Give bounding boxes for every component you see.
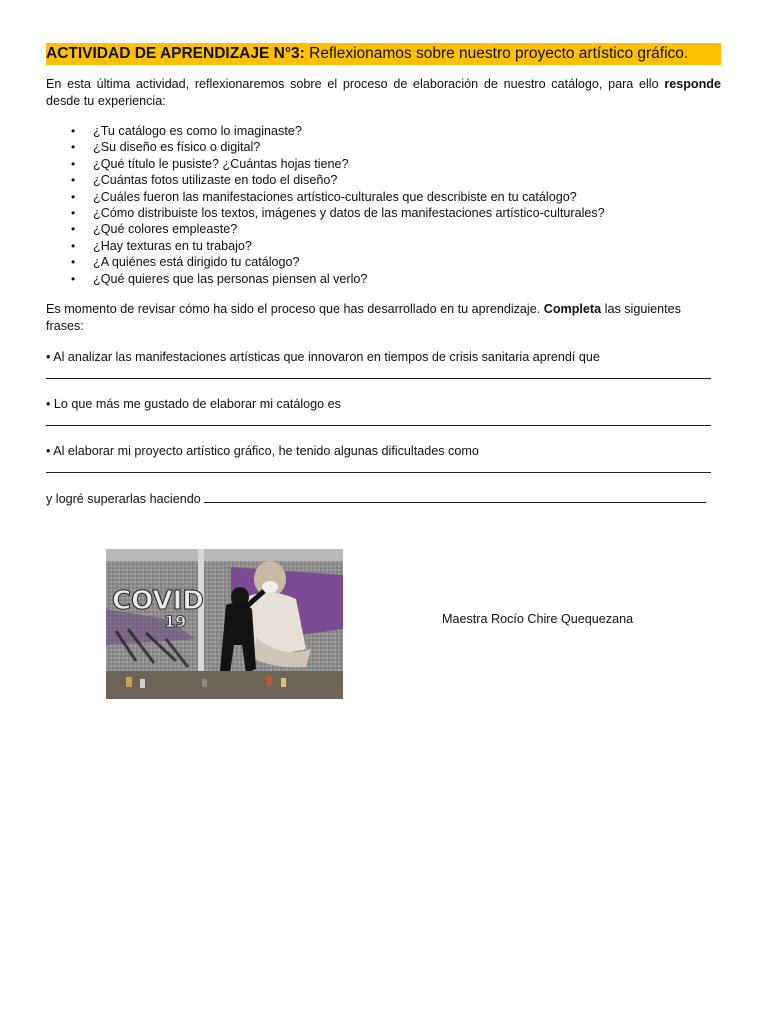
question-list [46, 123, 721, 287]
mural-illustration [106, 549, 343, 699]
review-paragraph [46, 301, 721, 334]
list-item [46, 189, 721, 205]
question-text: ¿Qué colores empleaste? [93, 222, 238, 237]
question-text: ¿Cómo distribuiste los textos, imágenes y datos de las manifestaciones artístico-culturales? [93, 205, 605, 220]
bullet-icon: • [71, 189, 76, 204]
paint-can [126, 677, 132, 687]
answer-line-favorite[interactable] [46, 425, 711, 426]
bullet-icon: • [71, 205, 76, 220]
question-text: ¿Tu catálogo es como lo imaginaste? [93, 124, 302, 138]
answer-line-difficulties[interactable] [46, 472, 711, 473]
list-item [46, 156, 721, 172]
prompt-overcome-text: y logré superarlas haciendo [46, 492, 201, 506]
activity-title [46, 43, 721, 65]
wall-text-19: 19 [164, 612, 187, 631]
intro-line-1 [46, 76, 721, 93]
review-text-before: Es momento de revisar cómo ha sido el proceso que has desarrollado en tu aprendizaje. [46, 302, 544, 316]
bullet-icon: • [71, 124, 76, 138]
bullet-icon: • [71, 255, 76, 270]
review-text-bold: Completa [543, 302, 602, 316]
list-item [46, 254, 721, 270]
question-text: ¿Cuántas fotos utilizaste en todo el diseño? [93, 173, 338, 188]
list-item [46, 139, 721, 155]
question-text: ¿Su diseño es físico o digital? [93, 140, 261, 155]
intro-text-bold: responde [664, 77, 721, 91]
bullet-icon: • [71, 156, 76, 171]
activity-title-rest: Reflexionamos sobre nuestro proyecto artístico gráfico. [304, 45, 689, 62]
wall-text-covid: COVID [112, 586, 204, 616]
list-item [46, 123, 721, 139]
list-item [46, 172, 721, 188]
intro-text-before: En esta última actividad, reflexionaremos sobre el proceso de elaboración de nuestro catálogo, para ello [46, 77, 665, 91]
list-item [46, 221, 721, 237]
bullet-icon: • [71, 271, 76, 286]
paint-can [140, 679, 145, 688]
question-text: ¿Hay texturas en tu trabajo? [93, 238, 252, 253]
question-text: ¿A quiénes está dirigido tu catálogo? [93, 255, 300, 270]
prompt-difficulties: • Al elaborar mi proyecto artístico gráfico, he tenido algunas dificultades como [46, 444, 479, 458]
answer-line-overcome[interactable] [204, 491, 706, 503]
bullet-icon: • [71, 222, 76, 237]
question-text: ¿Qué quieres que las personas piensen al verlo? [93, 271, 368, 286]
question-text: ¿Cuáles fueron las manifestaciones artístico-culturales que describiste en tu catálogo? [93, 189, 577, 204]
list-item [46, 205, 721, 221]
list-item [46, 271, 721, 287]
answer-line-learned[interactable] [46, 378, 711, 379]
bullet-icon: • [71, 173, 76, 188]
bullet-icon: • [71, 140, 76, 155]
mural-figure-mask [262, 581, 278, 593]
prompt-favorite: • Lo que más me gustado de elaborar mi catálogo es [46, 397, 341, 411]
prompt-overcome [46, 491, 711, 507]
paint-can [202, 679, 207, 687]
teacher-signature: Maestra Rocío Chire Quequezana [442, 612, 634, 626]
prompt-learned: • Al analizar las manifestaciones artísticas que innovaron en tiempos de crisis sanitaria aprendí que [46, 350, 600, 364]
activity-title-bold: ACTIVIDAD DE APRENDIZAJE N°3: [46, 45, 305, 62]
graffiti-mural-photo [106, 549, 343, 699]
question-text: ¿Qué título le pusiste? ¿Cuántas hojas tiene? [93, 156, 349, 171]
paint-can [266, 675, 272, 686]
intro-text-after: desde tu experiencia: [46, 93, 166, 108]
intro-paragraph [46, 76, 721, 109]
list-item [46, 238, 721, 254]
paint-can [281, 678, 286, 687]
review-text-after: las siguientes frases: [46, 302, 681, 333]
wall-top [106, 549, 343, 561]
bullet-icon: • [71, 238, 76, 253]
